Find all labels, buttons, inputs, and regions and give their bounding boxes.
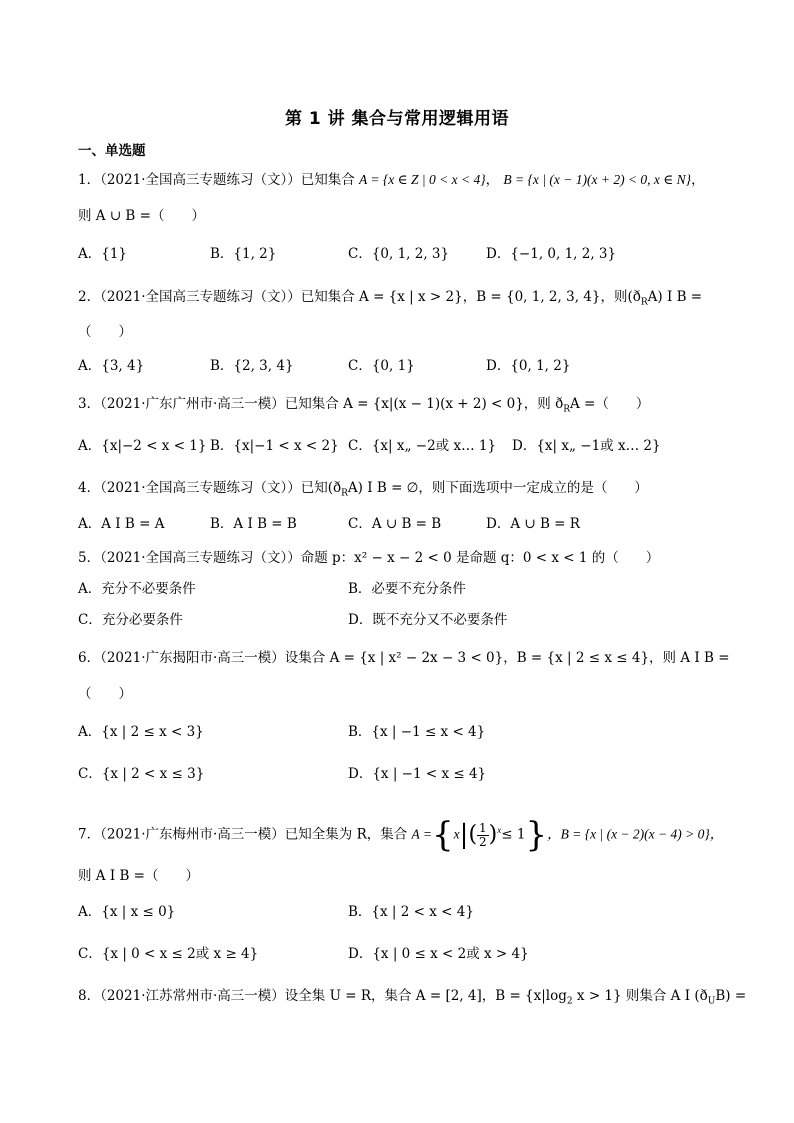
- question-4-subscript: R: [341, 488, 348, 499]
- q7-option-b[interactable]: B．{x | 2 < x < 4}: [348, 904, 474, 920]
- question-6-stem: 6．（2021·广东揭阳市·高三一模）设集合 A = {x | x² − 2x − 3 < 0}，B = {x | 2 ≤ x ≤ 4}，则 A I B =: [78, 650, 730, 666]
- question-3-stem: [78, 394, 649, 420]
- q7-option-d[interactable]: D．{x | 0 ≤ x < 2或 x > 4}: [348, 946, 529, 962]
- question-7-prefix: 7．（2021·广东梅州市·高三一模）已知全集为 R，集合: [78, 826, 408, 843]
- question-1-prefix: 1．（2021·全国高三专题练习（文））已知集合: [78, 172, 355, 188]
- question-2-ask: （ ）: [78, 324, 132, 340]
- q6-option-c[interactable]: C．{x | 2 < x ≤ 3}: [78, 766, 205, 782]
- question-1-stem: 1．（2021·全国高三专题练习（文））已知集合 A = {x ∈ Z | 0 < x < 4}， B = {x | (x − 1)(x + 2) < 0, x ∈ N}，: [78, 172, 705, 188]
- exponent: x: [497, 825, 502, 835]
- question-1-set-a: A = {x ∈ Z | 0 < x < 4}: [359, 172, 486, 187]
- q1-option-a[interactable]: A．{1}: [78, 246, 128, 262]
- question-2-text: 2．（2021·全国高三专题练习（文））已知集合 A = {x | x > 2}，B = {0, 1, 2, 3, 4}，则(ð: [78, 289, 641, 305]
- q4-option-b[interactable]: B．A I B = B: [210, 516, 297, 532]
- q1-option-b[interactable]: B．{1, 2}: [210, 246, 277, 262]
- bar: |: [459, 820, 469, 850]
- q5-option-a[interactable]: A．充分不必要条件: [78, 581, 196, 597]
- question-1-ask: 则 A ∪ B =（ ）: [78, 208, 205, 224]
- q3-option-a[interactable]: A．{x|−2 < x < 1}: [78, 438, 207, 454]
- question-3-text: 3．（2021·广东广州市·高三一模）已知集合 A = {x|(x − 1)(x + 2) < 0}，则 ð: [78, 396, 564, 412]
- question-8-text: 8．（2021·江苏常州市·高三一模）设全集 U = R，集合 A = [2, 4]，B = {x|log: [78, 988, 567, 1004]
- q3-option-d[interactable]: D．{x| x„ −1或 x… 2}: [512, 438, 661, 454]
- right-brace: }: [525, 815, 548, 855]
- q6-option-d[interactable]: D．{x | −1 < x ≤ 4}: [348, 766, 487, 782]
- q3-option-b[interactable]: B．{x|−1 < x < 2}: [210, 438, 339, 454]
- question-6-ask: （ ）: [78, 686, 132, 702]
- question-3-text-end: A =（ ）: [570, 396, 650, 412]
- left-brace: {: [432, 815, 454, 855]
- fraction: [477, 822, 489, 849]
- fraction-numerator: 1: [479, 820, 487, 835]
- question-4-text: 4．（2021·全国高三专题练习（文））已知(ð: [78, 480, 342, 496]
- q3-option-c[interactable]: C．{x| x„ −2或 x… 1}: [348, 438, 497, 454]
- question-5-stem: 5．（2021·全国高三专题练习（文））命题 p：x² − x − 2 < 0 是命题 q：0 < x < 1 的（ ）: [78, 550, 660, 566]
- q2-option-c[interactable]: C．{0, 1}: [348, 358, 415, 374]
- page-title: 第 1 讲 集合与常用逻辑用语: [284, 109, 510, 129]
- q5-option-d[interactable]: D．既不充分又不必要条件: [348, 612, 508, 628]
- question-8-stem: [78, 986, 746, 1012]
- q6-option-b[interactable]: B．{x | −1 ≤ x < 4}: [348, 724, 486, 740]
- q4-option-d[interactable]: D．A ∪ B = R: [486, 516, 580, 532]
- q2-option-a[interactable]: A．{3, 4}: [78, 358, 145, 374]
- question-7-stem: [78, 815, 724, 855]
- question-7-set-b: ，B = {x | (x − 2)(x − 4) > 0}，: [547, 826, 724, 842]
- q7-option-c[interactable]: C．{x | 0 < x ≤ 2或 x ≥ 4}: [78, 946, 259, 962]
- q4-option-c[interactable]: C．A ∪ B = B: [348, 516, 442, 532]
- left-paren: (: [468, 822, 478, 847]
- q2-option-d[interactable]: D．{0, 1, 2}: [486, 358, 571, 374]
- question-8-subscript: 2: [566, 996, 573, 1007]
- q5-option-c[interactable]: C．充分必要条件: [78, 612, 183, 628]
- question-7-set-a-cond: ≤ 1: [501, 826, 526, 843]
- question-4-text-end: A) I B = ∅，则下面选项中一定成立的是（ ）: [347, 480, 648, 496]
- q5-option-b[interactable]: B．必要不充分条件: [348, 581, 466, 597]
- question-8-text-end: B) =: [715, 988, 747, 1004]
- question-2-subscript: R: [640, 297, 648, 308]
- q2-option-b[interactable]: B．{2, 3, 4}: [210, 358, 294, 374]
- q1-option-d[interactable]: D．{−1, 0, 1, 2, 3}: [486, 246, 617, 262]
- section-heading: 一、单选题: [78, 143, 146, 159]
- question-2-stem: [78, 287, 702, 313]
- q7-option-a[interactable]: A．{x | x ≤ 0}: [78, 904, 176, 920]
- question-1-set-b: B = {x | (x − 1)(x + 2) < 0, x ∈ N}: [503, 172, 692, 187]
- question-7-set-a-label: A =: [411, 826, 433, 842]
- q6-option-a[interactable]: A．{x | 2 ≤ x < 3}: [78, 724, 204, 740]
- question-2-text-end: A) I B =: [647, 289, 703, 305]
- right-paren: ): [488, 822, 498, 847]
- question-8-text-mid: x > 1} 则集合 A I (ð: [572, 988, 708, 1004]
- q1-option-c[interactable]: C．{0, 1, 2, 3}: [348, 246, 450, 262]
- question-8-subscript-2: U: [707, 996, 716, 1007]
- question-3-subscript: R: [563, 404, 570, 415]
- question-7-ask: 则 A I B =（ ）: [78, 868, 199, 884]
- question-4-stem: [78, 478, 648, 504]
- q4-option-a[interactable]: A．A I B = A: [78, 516, 165, 532]
- fraction-denominator: 2: [479, 834, 487, 849]
- question-7-var: x: [453, 826, 460, 842]
